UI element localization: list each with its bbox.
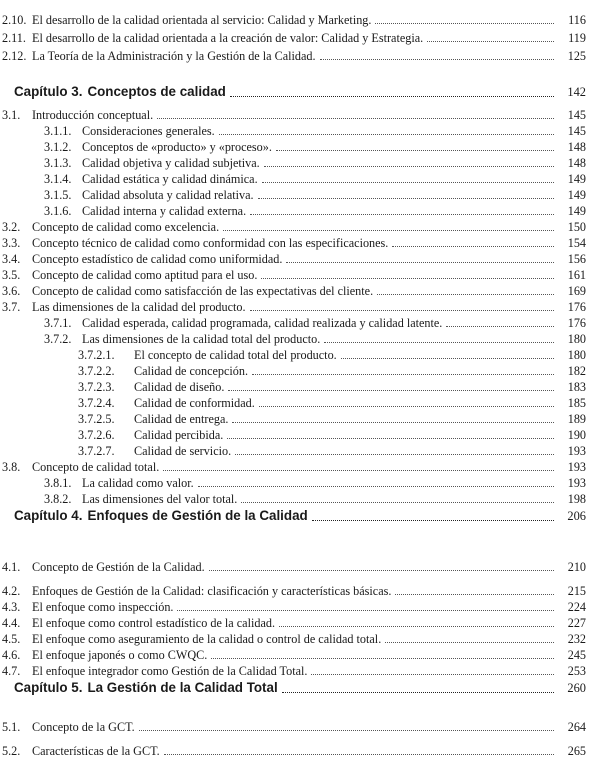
entry-title: Calidad absoluta y calidad relativa. [82, 188, 254, 202]
entry-title: El enfoque japonés o como CWQC. [32, 648, 208, 662]
toc-entry [0, 203, 600, 219]
entry-number: 4.3. [2, 600, 21, 614]
entry-number: 3.7.1. [44, 316, 72, 330]
entry-number: 3.1.6. [44, 204, 72, 218]
dot-leader [392, 245, 554, 247]
page-number: 193 [567, 444, 586, 458]
entry-number: 3.1.1. [44, 124, 72, 138]
page-number: 193 [567, 476, 586, 490]
toc-entry [0, 631, 600, 647]
entry-title: Conceptos de calidad [87, 84, 226, 99]
page-number: 148 [567, 140, 586, 154]
dot-leader [276, 149, 554, 151]
page-number: 224 [567, 600, 586, 614]
entry-number: 3.7.2.4. [78, 396, 115, 410]
page-number: 260 [567, 681, 586, 695]
dot-leader [211, 657, 554, 659]
dot-leader [250, 213, 554, 215]
page-number: 161 [567, 268, 586, 282]
dot-leader [230, 95, 554, 97]
entry-number: 4.7. [2, 664, 21, 678]
entry-number: 3.4. [2, 252, 21, 266]
entry-title: Concepto de calidad como excelencia. [32, 220, 220, 234]
page-number: 149 [567, 204, 586, 218]
toc-entry [0, 363, 600, 379]
entry-number: 2.12. [2, 49, 27, 63]
entry-number: 3.7.2. [44, 332, 72, 346]
toc-entry [0, 171, 600, 187]
entry-title: La Teoría de la Administración y la Gestión de la Calidad. [32, 49, 316, 63]
dot-leader [427, 40, 554, 42]
entry-title: El desarrollo de la calidad orientada a la creación de valor: Calidad y Estrategia. [32, 31, 424, 45]
entry-title: La calidad como valor. [82, 476, 194, 490]
entry-number: 3.1.2. [44, 140, 72, 154]
entry-title: Conceptos de «producto» y «proceso». [82, 140, 272, 154]
toc-entry [0, 559, 600, 575]
entry-title: Enfoques de Gestión de la Calidad [87, 508, 308, 523]
page-number: 245 [567, 648, 586, 662]
entry-title: Concepto de la GCT. [32, 720, 135, 734]
entry-number: 3.7.2.2. [78, 364, 115, 378]
dot-leader [228, 389, 554, 391]
page-number: 142 [567, 85, 586, 99]
toc-entry [0, 443, 600, 459]
entry-title: El enfoque como control estadístico de la calidad. [32, 616, 275, 630]
page-number: 182 [567, 364, 586, 378]
dot-leader [320, 58, 554, 60]
entry-title: Las dimensiones de la calidad total del producto. [82, 332, 321, 346]
entry-number: 3.6. [2, 284, 21, 298]
dot-leader [279, 625, 554, 627]
page-number: 180 [567, 332, 586, 346]
entry-title: Las dimensiones de la calidad del producto. [32, 300, 246, 314]
dot-leader [235, 453, 554, 455]
entry-title: Concepto estadístico de calidad como uniformidad. [32, 252, 283, 266]
dot-leader [163, 469, 554, 471]
dot-leader [262, 181, 554, 183]
toc-entry [0, 663, 600, 679]
entry-number: 5.2. [2, 744, 21, 758]
dot-leader [241, 501, 554, 503]
toc-entry [0, 299, 600, 315]
page-number: 180 [567, 348, 586, 362]
chapter-heading [0, 83, 600, 101]
dot-leader [177, 609, 554, 611]
toc-entry [0, 219, 600, 235]
entry-number: 4.2. [2, 584, 21, 598]
toc-entry [0, 491, 600, 507]
entry-title: Concepto de calidad como satisfacción de las expectativas del cliente. [32, 284, 374, 298]
entry-title: El enfoque como aseguramiento de la calidad o control de calidad total. [32, 632, 382, 646]
toc-entry [0, 267, 600, 283]
toc-entry [0, 743, 600, 759]
entry-title: Concepto de calidad como aptitud para el uso. [32, 268, 258, 282]
entry-number: 3.7.2.3. [78, 380, 115, 394]
entry-number: 4.1. [2, 560, 21, 574]
page-number: 116 [568, 13, 586, 27]
page-number: 206 [567, 509, 586, 523]
dot-leader [312, 519, 554, 521]
toc-entry [0, 379, 600, 395]
page-number: 156 [567, 252, 586, 266]
toc-entry [0, 459, 600, 475]
entry-title: Concepto técnico de calidad como conformidad con las especificaciones. [32, 236, 389, 250]
entry-number: 2.10. [2, 13, 27, 27]
entry-number: 3.1.3. [44, 156, 72, 170]
toc-entry [0, 30, 600, 46]
entry-title: Calidad interna y calidad externa. [82, 204, 247, 218]
dot-leader [252, 373, 554, 375]
page-number: 145 [567, 108, 586, 122]
page-number: 190 [567, 428, 586, 442]
entry-title: Calidad de servicio. [134, 444, 232, 458]
page-number: 189 [567, 412, 586, 426]
dot-leader [375, 22, 554, 24]
toc-entry [0, 315, 600, 331]
toc-entry [0, 599, 600, 615]
toc-entry [0, 139, 600, 155]
toc-entry [0, 719, 600, 735]
page-number: 227 [567, 616, 586, 630]
entry-title: La Gestión de la Calidad Total [87, 680, 278, 695]
page-number: 215 [567, 584, 586, 598]
entry-number: 3.3. [2, 236, 21, 250]
toc-entry [0, 615, 600, 631]
page-number: 149 [567, 188, 586, 202]
entry-title: Consideraciones generales. [82, 124, 215, 138]
toc-entry [0, 155, 600, 171]
entry-number: 3.8.2. [44, 492, 72, 506]
entry-title: El desarrollo de la calidad orientada al servicio: Calidad y Marketing. [32, 13, 372, 27]
dot-leader [223, 229, 554, 231]
entry-title: Introducción conceptual. [32, 108, 154, 122]
entry-number: 2.11. [2, 31, 26, 45]
entry-number: 3.1.5. [44, 188, 72, 202]
dot-leader [258, 197, 554, 199]
dot-leader [395, 593, 554, 595]
dot-leader [232, 421, 554, 423]
entry-number: Capítulo 5. [14, 680, 83, 695]
entry-number: 3.1. [2, 108, 21, 122]
page-number: 176 [567, 316, 586, 330]
dot-leader [377, 293, 554, 295]
page-number: 183 [567, 380, 586, 394]
page-number: 169 [567, 284, 586, 298]
entry-title: Calidad objetiva y calidad subjetiva. [82, 156, 260, 170]
dot-leader [259, 405, 554, 407]
entry-number: 3.8.1. [44, 476, 72, 490]
dot-leader [227, 437, 554, 439]
entry-title: Las dimensiones del valor total. [82, 492, 238, 506]
entry-number: 3.1.4. [44, 172, 72, 186]
entry-number: 4.5. [2, 632, 21, 646]
toc-entry [0, 251, 600, 267]
dot-leader [282, 691, 554, 693]
toc-entry [0, 647, 600, 663]
entry-number: 3.7. [2, 300, 21, 314]
entry-number: 3.7.2.7. [78, 444, 115, 458]
entry-title: Calidad percibida. [134, 428, 224, 442]
dot-leader [341, 357, 554, 359]
dot-leader [311, 673, 554, 675]
toc-entry [0, 583, 600, 599]
page-number: 119 [568, 31, 586, 45]
entry-number: 3.7.2.6. [78, 428, 115, 442]
entry-number: 3.7.2.1. [78, 348, 115, 362]
entry-number: Capítulo 4. [14, 508, 83, 523]
entry-title: El enfoque integrador como Gestión de la Calidad Total. [32, 664, 308, 678]
entry-title: Características de la GCT. [32, 744, 160, 758]
toc-entry [0, 331, 600, 347]
entry-number: 3.7.2.5. [78, 412, 115, 426]
page-number: 150 [567, 220, 586, 234]
entry-title: El enfoque como inspección. [32, 600, 174, 614]
toc-entry [0, 187, 600, 203]
entry-number: 4.6. [2, 648, 21, 662]
chapter-heading [0, 507, 600, 525]
dot-leader [261, 277, 554, 279]
toc-entry [0, 48, 600, 64]
entry-title: Enfoques de Gestión de la Calidad: clasificación y características básicas. [32, 584, 392, 598]
chapter-heading [0, 679, 600, 697]
dot-leader [139, 729, 554, 731]
page-number: 148 [567, 156, 586, 170]
page-number: 264 [567, 720, 586, 734]
dot-leader [385, 641, 554, 643]
page-number: 185 [567, 396, 586, 410]
toc-entry [0, 235, 600, 251]
page-number: 265 [567, 744, 586, 758]
dot-leader [157, 117, 554, 119]
toc-entry [0, 123, 600, 139]
dot-leader [264, 165, 554, 167]
entry-title: Calidad de concepción. [134, 364, 249, 378]
entry-number: 3.8. [2, 460, 21, 474]
toc-entry [0, 347, 600, 363]
entry-title: Calidad de entrega. [134, 412, 229, 426]
entry-title: Calidad estática y calidad dinámica. [82, 172, 258, 186]
page-number: 253 [567, 664, 586, 678]
entry-title: Concepto de calidad total. [32, 460, 160, 474]
page-number: 193 [567, 460, 586, 474]
toc-entry [0, 107, 600, 123]
dot-leader [250, 309, 554, 311]
page-number: 125 [567, 49, 586, 63]
entry-title: Calidad de diseño. [134, 380, 225, 394]
entry-number: Capítulo 3. [14, 84, 83, 99]
dot-leader [219, 133, 554, 135]
page-number: 145 [567, 124, 586, 138]
toc-entry [0, 411, 600, 427]
dot-leader [198, 485, 554, 487]
page-number: 154 [567, 236, 586, 250]
toc-entry [0, 12, 600, 28]
dot-leader [209, 569, 554, 571]
toc-entry [0, 427, 600, 443]
dot-leader [446, 325, 554, 327]
entry-number: 3.5. [2, 268, 21, 282]
dot-leader [286, 261, 554, 263]
page-number: 198 [567, 492, 586, 506]
toc-entry [0, 283, 600, 299]
dot-leader [324, 341, 554, 343]
entry-title: Calidad esperada, calidad programada, calidad realizada y calidad latente. [82, 316, 443, 330]
page-number: 149 [567, 172, 586, 186]
toc-entry [0, 475, 600, 491]
dot-leader [164, 753, 554, 755]
entry-number: 5.1. [2, 720, 21, 734]
entry-title: El concepto de calidad total del producto. [134, 348, 337, 362]
entry-number: 3.2. [2, 220, 21, 234]
page-number: 176 [567, 300, 586, 314]
toc-entry [0, 395, 600, 411]
entry-number: 4.4. [2, 616, 21, 630]
page-number: 210 [567, 560, 586, 574]
entry-title: Calidad de conformidad. [134, 396, 255, 410]
entry-title: Concepto de Gestión de la Calidad. [32, 560, 205, 574]
page-number: 232 [567, 632, 586, 646]
